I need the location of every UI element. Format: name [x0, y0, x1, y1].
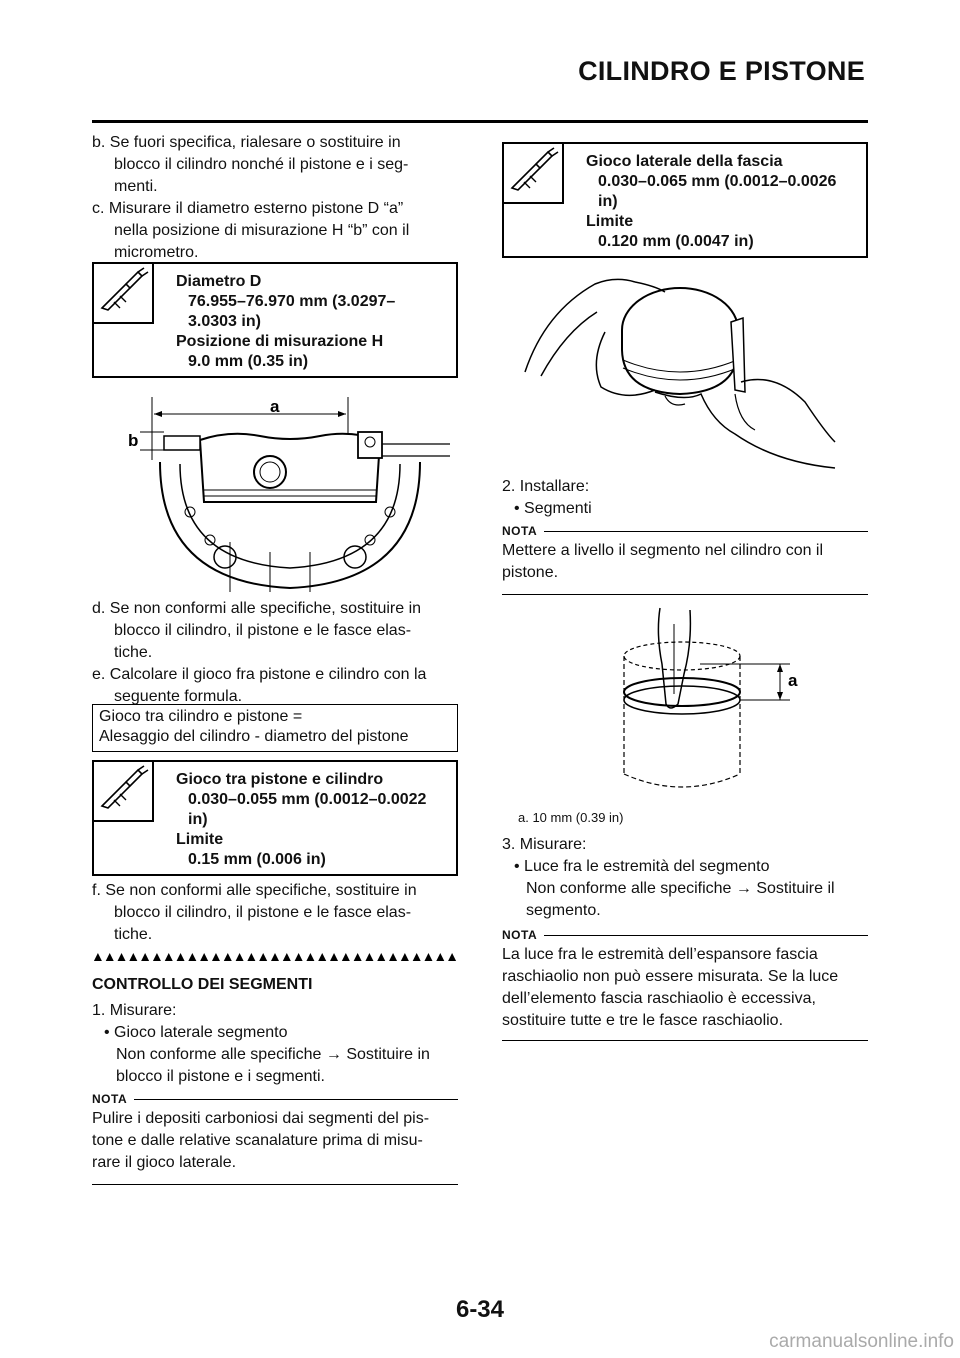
nota-1-end-rule [92, 1184, 458, 1185]
triangle-marker [212, 953, 220, 961]
triangle-marker [200, 953, 208, 961]
step-e: e. Calcolare il gioco fra pistone e cilindro con la seguente formula. [92, 666, 427, 705]
triangle-marker [224, 953, 232, 961]
triangle-marker [365, 953, 373, 961]
step-f: f. Se non conformi alle specifiche, sostituire in blocco il cilindro, il pistone e le fasce elas- tiche. [92, 882, 417, 943]
ring-side-clearance-figure [505, 272, 845, 472]
triangle-marker [354, 953, 362, 961]
spec-box-piston-clearance [92, 760, 458, 876]
triangle-marker [271, 953, 279, 961]
spec-box-ring-side-clearance [502, 142, 868, 258]
page-title: CILINDRO E PISTONE [578, 56, 865, 86]
triangle-marker [153, 953, 161, 961]
spec2-text: Gioco tra pistone e cilindro 0.030–0.055 mm (0.0012–0.0022 in) Limite 0.15 mm (0.006 in) [176, 771, 427, 868]
nota-1-text: Pulire i depositi carboniosi dai segmenti del pis- tone e dalle relative scanalature prima di misu- rare il gioco laterale. [92, 1110, 430, 1171]
fig1-label-b: b [128, 431, 139, 450]
triangle-marker [188, 953, 196, 961]
nota-2-end-rule [502, 594, 868, 595]
spec3-text: Gioco laterale della fascia 0.030–0.065 mm (0.0012–0.0026 in) Limite 0.120 mm (0.0047 in) [586, 153, 837, 250]
nota-header-2: NOTA [502, 522, 868, 536]
triangle-marker [401, 953, 409, 961]
micrometer-piston-figure [120, 392, 460, 592]
step-3: 3. Misurare: • Luce fra le estremità del segmento Non conforme alle specifiche → Sostituire il segmento. [502, 836, 835, 919]
step-1: 1. Misurare: • Gioco laterale segmento Non conforme alle specifiche → Sostituire in blocco il pistone e i segmenti. [92, 1002, 430, 1085]
triangle-marker [283, 953, 291, 961]
triangle-marker [424, 953, 432, 961]
step-b: b. Se fuori specifica, rialesare o sostituire in blocco il cilindro nonché il pistone e i seg- menti. [92, 134, 409, 195]
caliper-icon [94, 762, 154, 822]
watermark: carmanualsonline.info [769, 1331, 954, 1352]
nota-2-text: Mettere a livello il segmento nel cilindro con il pistone. [502, 542, 824, 581]
spec1-text: Diametro D 76.955–76.970 mm (3.0297– 3.0303 in) Posizione di misurazione H 9.0 mm (0.35 in) [176, 273, 396, 370]
triangle-marker [377, 953, 385, 961]
fig3-label-a: a [788, 671, 798, 690]
triangle-marker [330, 953, 338, 961]
nota-header-3: NOTA [502, 926, 868, 940]
triangle-marker [165, 953, 173, 961]
triangle-marker [413, 953, 421, 961]
caliper-icon [94, 264, 154, 324]
step-c: c. Misurare il diametro esterno pistone D “a” nella posizione di misurazione H “b” con il micrometro. [92, 200, 410, 261]
ring-install-figure [600, 604, 820, 804]
section-heading: CONTROLLO DEI SEGMENTI [92, 976, 313, 993]
nota-header-1: NOTA [92, 1090, 458, 1104]
triangle-marker [259, 953, 267, 961]
nota-3-end-rule [502, 1040, 868, 1041]
page-number: 6-34 [455, 1296, 505, 1323]
triangle-marker [389, 953, 397, 961]
triangle-marker [177, 953, 185, 961]
fig3-caption: a. 10 mm (0.39 in) [518, 810, 624, 825]
triangle-marker [129, 953, 137, 961]
step-d: d. Se non conformi alle specifiche, sostituire in blocco il cilindro, il pistone e le fasce elas- tiche. [92, 600, 422, 661]
header-rule [92, 120, 868, 123]
caliper-icon [504, 144, 564, 204]
nota-3-text: La luce fra le estremità dell’espansore fascia raschiaolio non può essere misurata. Se la luce dell’elemento fascia raschiaolio è eccessiva, sostituire tutte e tre le fasce raschiaolio. [502, 946, 839, 1029]
triangle-marker [436, 953, 444, 961]
fig1-label-a: a [270, 397, 280, 416]
triangle-marker [306, 953, 314, 961]
end-of-procedure-marker [92, 950, 458, 962]
triangle-marker [118, 953, 126, 961]
spec-box-piston-diameter [92, 262, 458, 378]
triangle-marker [141, 953, 149, 961]
triangle-marker [448, 953, 456, 961]
step-2: 2. Installare: • Segmenti [502, 478, 592, 517]
triangle-marker [342, 953, 350, 961]
triangle-marker [295, 953, 303, 961]
triangle-marker [318, 953, 326, 961]
triangle-marker [94, 953, 102, 961]
triangle-marker [247, 953, 255, 961]
triangle-marker [106, 953, 114, 961]
clearance-formula: Gioco tra cilindro e pistone = Alesaggio del cilindro - diametro del pistone [92, 704, 458, 752]
triangle-marker [236, 953, 244, 961]
